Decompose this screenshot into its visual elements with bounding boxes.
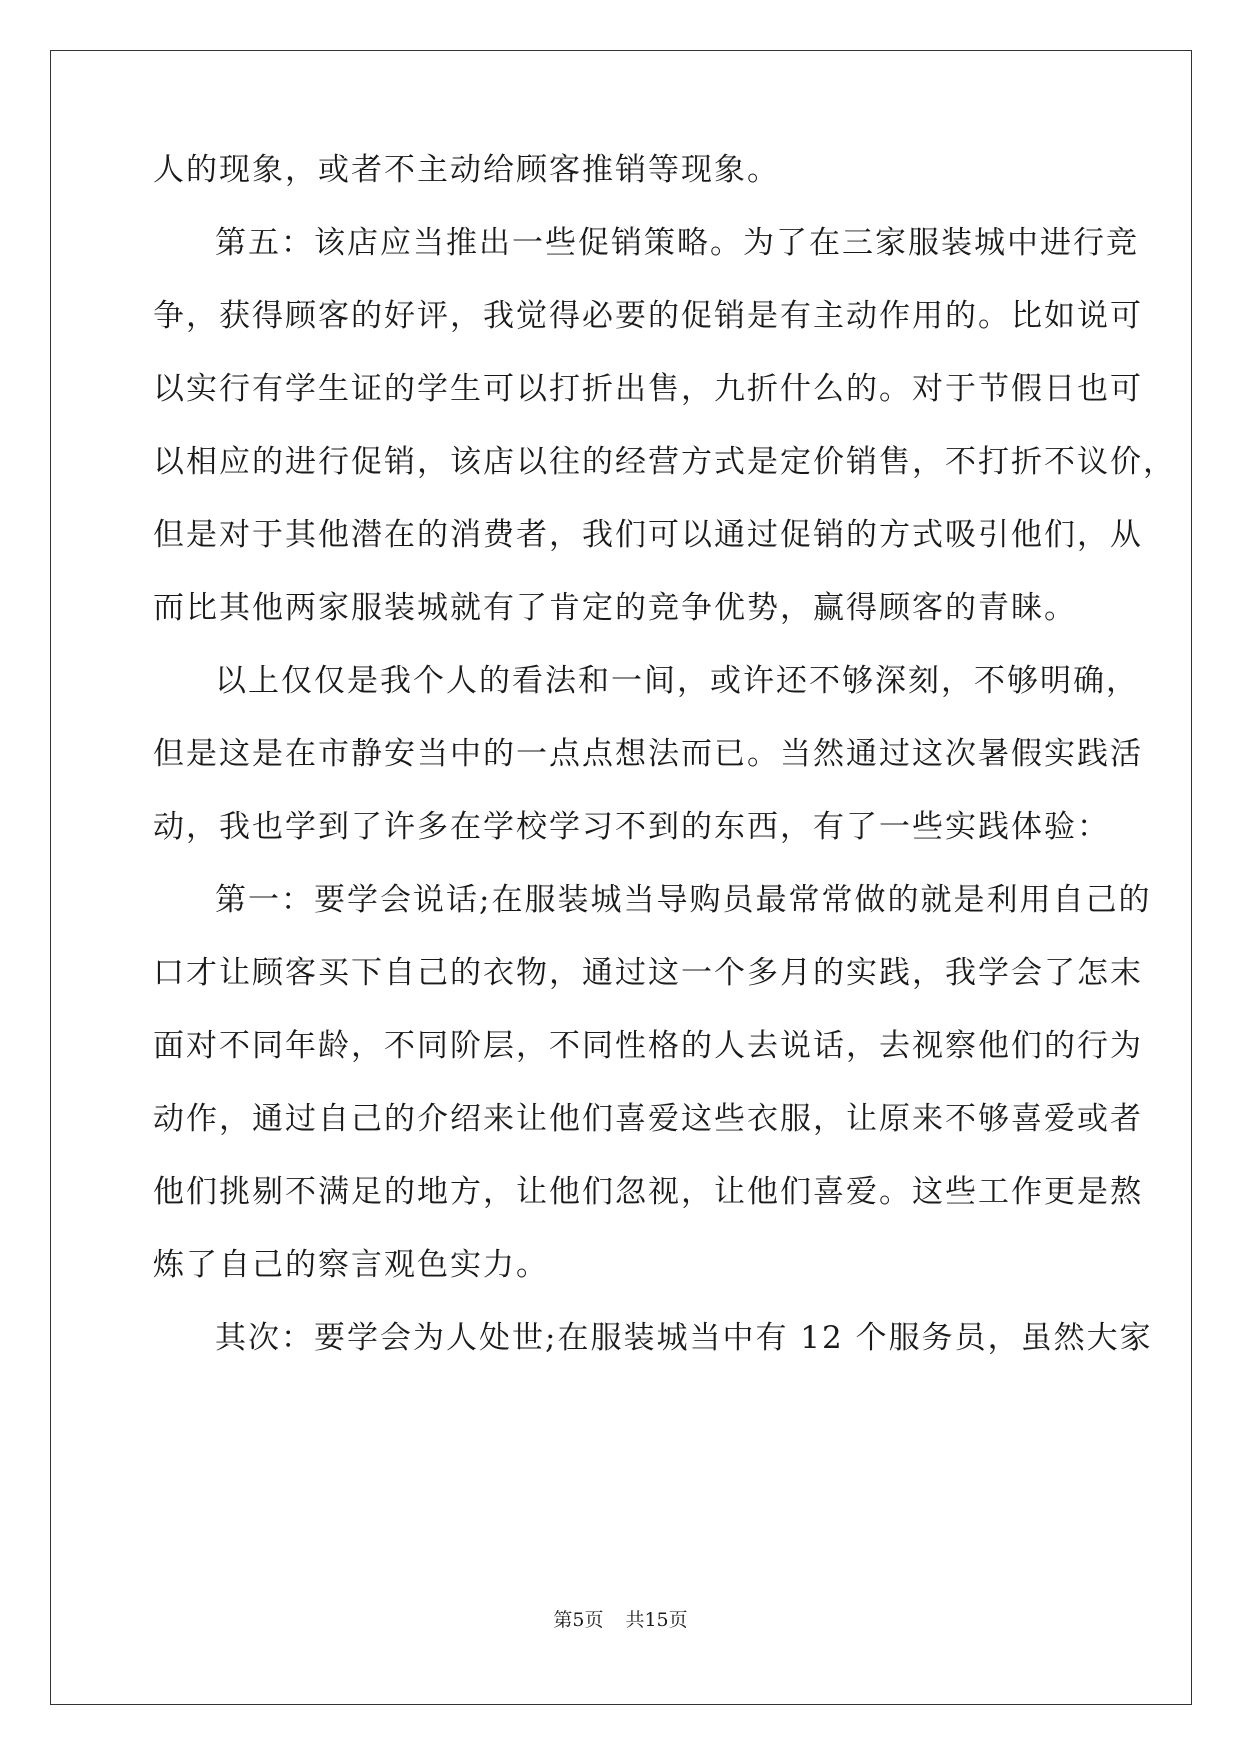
text-line: 第五：该店应当推出一些促销策略。为了在三家服装城中进行竞 (215, 225, 1139, 261)
text-line: 以相应的进行促销，该店以往的经营方式是定价销售，不打折不议价， (153, 444, 1176, 480)
text-line: 口才让顾客买下自己的衣物，通过这一个多月的实践，我学会了怎末 (153, 955, 1143, 991)
text-line: 动，我也学到了许多在学校学习不到的东西，有了一些实践体验： (153, 809, 1110, 845)
text-line: 他们挑剔不满足的地方，让他们忽视，让他们喜爱。这些工作更是熬 (153, 1174, 1143, 1210)
text-line: 第一：要学会说话;在服装城当导购员最常常做的就是利用自己的 (215, 882, 1152, 918)
text-line: 动作，通过自己的介绍来让他们喜爱这些衣服，让原来不够喜爱或者 (153, 1101, 1143, 1137)
text-line: 但是对于其他潜在的消费者，我们可以通过促销的方式吸引他们，从 (153, 517, 1143, 553)
text-line: 面对不同年龄，不同阶层，不同性格的人去说话，去视察他们的行为 (153, 1028, 1143, 1064)
text-line: 争，获得顾客的好评，我觉得必要的促销是有主动作用的。比如说可 (153, 298, 1143, 334)
page-total: 共15页 (625, 1609, 688, 1631)
text-line: 其次：要学会为人处世;在服装城当中有 12 个服务员，虽然大家 (215, 1320, 1153, 1356)
text-line: 以上仅仅是我个人的看法和一间，或许还不够深刻，不够明确， (215, 663, 1139, 699)
text-line: 但是这是在市静安当中的一点点想法而已。当然通过这次暑假实践活 (153, 736, 1143, 772)
page-number: 第5页 (553, 1609, 604, 1631)
page-footer (0, 1607, 1241, 1633)
text-line: 以实行有学生证的学生可以打折出售，九折什么的。对于节假日也可 (153, 371, 1143, 407)
text-line: 而比其他两家服装城就有了肯定的竞争优势，赢得顾客的青睐。 (153, 590, 1077, 626)
text-line: 人的现象，或者不主动给顾客推销等现象。 (153, 152, 780, 188)
text-line: 炼了自己的察言观色实力。 (153, 1247, 549, 1283)
